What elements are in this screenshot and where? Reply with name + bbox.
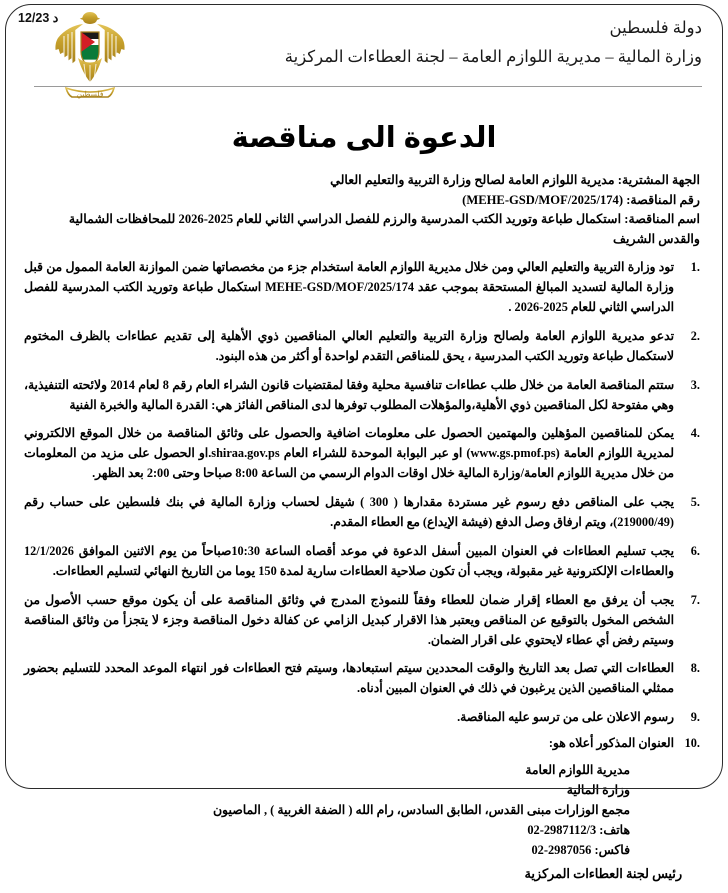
- meta-name-value: استكمال طباعة وتوريد الكتب المدرسية والرزم للفصل الدراسي الثاني للعام 2025-2026 للمحافظات الشمالية والقدس الشريف: [68, 212, 700, 246]
- clause-text: ستتم المناقصة العامة من خلال طلب عطاءات تنافسية محلية وفقا لمقتضيات قانون الشراء العام رقم 8 لعام 2014 ولائحته التنفيذية، وهي مفتوحة لكل المناقصين ذوي الأهلية،والمؤهلات المطلوب توفرها لدى المناقص الفائز هي: القدرة المالية والخبرة الفنية: [24, 377, 675, 412]
- clause-item: [24, 542, 700, 582]
- clause-number: 1.: [690, 260, 700, 275]
- fax-row: [24, 840, 630, 860]
- meta-entity-label: الجهة المشترية:: [617, 173, 700, 187]
- fax-value: 02-2987056: [531, 843, 592, 858]
- clause-number: 9.: [690, 710, 700, 725]
- clause-number: 3.: [690, 377, 700, 392]
- phone-row: [24, 820, 630, 840]
- clause-text: العطاءات التي تصل بعد التاريخ والوقت المحددين سيتم استبعادها، وسيتم فتح العطاءات فور انتهاء الموعد المحدد للتسليم بحضور ممثلي المناقصين الذين يرغبون في ذلك في العنوان المبين أدناه.: [24, 661, 674, 696]
- meta-tender-number: [24, 191, 700, 211]
- address-line-street: مجمع الوزارات مبنى القدس، الطابق السادس، رام الله ( الضفة الغربية ) , الماصيون: [212, 803, 630, 818]
- emblem-banner-text: فلسطين: [76, 89, 104, 99]
- clause-item: [24, 376, 700, 416]
- meta-purchasing-entity: [24, 171, 700, 191]
- header-divider: [34, 86, 702, 87]
- clause-list: [24, 258, 700, 754]
- clause-number: 7.: [690, 592, 700, 607]
- page-title: الدعوة الى مناقصة: [231, 122, 497, 154]
- clause-text: تدعو مديرية اللوازم العامة ولصالح وزارة التربية والتعليم العالي المناقصين ذوي الأهلية إلى تقديم عطاءات بالظرف المختوم لاستكمال طباعة وتوريد الكتب المدرسية ، يحق للمناقص التقدم لواحدة أو أكثر من هذه البنود.: [24, 328, 674, 363]
- palestinian-coat-of-arms-icon: [44, 8, 136, 108]
- meta-name-label: اسم المناقصة:: [624, 212, 700, 227]
- clause-number: 2.: [690, 328, 700, 343]
- document-code: د 12/23: [18, 11, 59, 25]
- clause-item: [24, 493, 700, 533]
- clause-text: يجب تسليم العطاءات في العنوان المبين أسفل الدعوة في موعد أقصاه الساعة 10:30صباحاً من يوم الاثنين الموافق 12/1/2026 والعطاءات الإلكترونية غير مقبولة، ويجب أن تكون صلاحية العطاءات سارية لمدة 150 يوما من التاريخ النهائي لتسليم العطاءات.: [24, 543, 675, 578]
- clause-item: [24, 659, 700, 699]
- clause-item: [24, 258, 700, 318]
- clause-text: يجب أن يرفق مع العطاء إقرار ضمان للعطاء وفقاً للنموذج المدرج في وثائق المناقصة على أن يكون موقع حسب الأصول من الشخص المخول بالتوقيع عن المناقص ويعتبر هذا الاقرار كبديل الزامي عن كفالة دخول المناقصة وجزء لا يتجزأ من وثائق المناقصة وسيتم رفض أي عطاء لايحتوي على اقرار الضمان.: [24, 592, 674, 647]
- phone-value: 02-2987112/3: [527, 823, 597, 838]
- ministry-line: وزارة المالية – مديرية اللوازم العامة – لجنة العطاءات المركزية: [284, 46, 702, 66]
- clause-text: تود وزارة التربية والتعليم العالي ومن خلال مديرية اللوازم العامة استخدام جزء من مخصصاتها ضمن الموازنة العامة الممول من قبل وزارة المالية لتسديد المبالغ المستحقة بموجب عقد MEHE-GSD/MOF/2025/174 استكمال طباعة وتوريد الكتب المدرسية للفصل الدراسي الثاني للعام 2025-2026 .: [24, 260, 674, 314]
- address-line-ministry: وزارة المالية: [566, 783, 630, 798]
- signature-row: [24, 867, 700, 893]
- meta-number-label: رقم المناقصة:: [626, 192, 700, 207]
- meta-tender-name: [24, 210, 700, 249]
- clause-text: العنوان المذكور أعلاه هو:: [548, 736, 674, 751]
- clause-text: يجب على المناقص دفع رسوم غير مستردة مقدارها ( 300 ) شيقل لحساب وزارة المالية في بنك فلسطين على حساب رقم (219000/49)، ويتم ارفاق وصل الدفع (فيشة الإيداع) مع العطاء المقدم.: [24, 495, 674, 530]
- fax-label: فاكس:: [594, 843, 630, 858]
- clause-number: 10.: [684, 736, 700, 751]
- address-line-directorate: مديرية اللوازم العامة: [525, 763, 630, 778]
- clause-item: [24, 327, 700, 367]
- clause-number: 5.: [690, 495, 700, 510]
- document-header: [0, 0, 728, 112]
- clause-item: [24, 591, 700, 651]
- meta-entity-value: مديرية اللوازم العامة لصالح وزارة التربية والتعليم العالي: [330, 173, 615, 187]
- clause-item: [24, 424, 700, 484]
- meta-number-value: (MEHE-GSD/MOF/2025/174): [462, 192, 624, 207]
- header-titles: [285, 14, 702, 72]
- clause-item: [24, 708, 700, 728]
- state-name: دولة فلسطين: [609, 18, 702, 37]
- clause-number: 8.: [690, 661, 700, 676]
- clause-text: يمكن للمناقصين المؤهلين والمهتمين الحصول على معلومات اضافية والحصول على وثائق المناقصة من خلال الموقع الالكتروني لمديرية اللوازم العامة (www.gs.pmof.ps) او عبر البوابة الموحدة للشراء العام shiraa.gov.ps.او الحصول على مزيد من المعلومات من خلال مديرية اللوازم العامة/وزارة المالية خلال اوقات الدوام الرسمي من الساعة 8:00 صباحا وحتى 2:00 بعد الظهر.: [24, 426, 675, 481]
- signature-title: رئيس لجنة العطاءات المركزية: [524, 866, 682, 881]
- clause-number: 6.: [690, 543, 700, 558]
- clause-text: رسوم الاعلان على من ترسو عليه المناقصة.: [457, 710, 674, 725]
- document-body: [0, 171, 728, 893]
- clause-number: 4.: [690, 426, 700, 441]
- phone-label: هاتف:: [599, 823, 630, 838]
- address-block: [24, 760, 630, 860]
- clause-item: [24, 734, 700, 754]
